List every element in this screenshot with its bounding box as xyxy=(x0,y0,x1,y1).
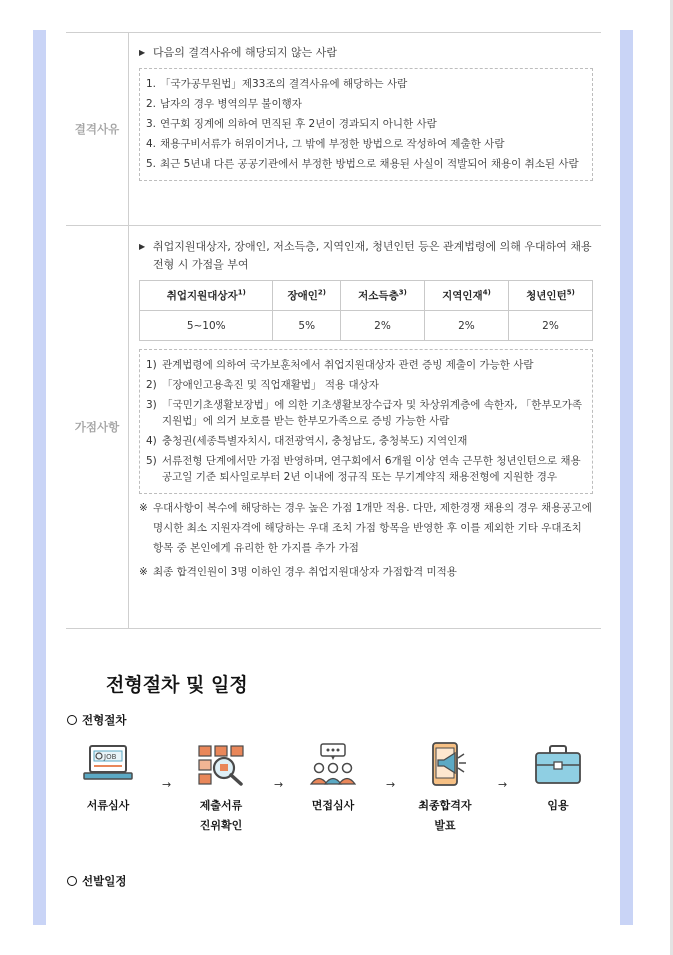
bonus-note: ※ 최종 합격인원이 3명 이하인 경우 취업지원대상자 가점합격 미적용 xyxy=(139,566,457,578)
footnote-item: 3) 「국민기초생활보장법」에 의한 기초생활보장수급자 및 차상위계층에 속한자, 「한부모가족지원법」에 의거 보호를 받는 한부모가족으로 증빙 가능한 사람 xyxy=(146,399,583,427)
disqualification-content xyxy=(129,33,601,225)
bonus-header-row xyxy=(140,281,593,311)
header-cell: 저소득층$^{3)}$ xyxy=(340,281,424,311)
step-arrow: → xyxy=(386,778,396,791)
document-search-icon xyxy=(195,742,247,786)
bonus-label: 가점사항 xyxy=(66,226,129,628)
list-item: 1. 「국가공무원법」제33조의 결격사유에 해당하는 사람 xyxy=(146,78,408,90)
procedure-heading: 전형절차 xyxy=(67,712,126,728)
step-arrow: → xyxy=(274,778,284,791)
value-cell: 2% xyxy=(340,311,424,341)
footnote-item: 2) 「장애인고용촉진 및 직업재활법」 적용 대상자 xyxy=(146,379,379,391)
step-label: 서류심사 xyxy=(86,799,130,812)
footnote-item: 5) 서류전형 단계에서만 가점 반영하며, 연구회에서 6개월 이상 연속 근무한 청년인턴으로 채용공고일 기준 퇴사일로부터 2년 이내에 정규직 또는 무기계약직 채용전형에 지원한 경우 xyxy=(146,455,581,483)
left-decorative-bar xyxy=(33,30,46,925)
bonus-rate-table xyxy=(139,280,593,341)
list-item: 3. 연구회 징계에 의하여 면직된 후 2년이 경과되지 아니한 사람 xyxy=(146,118,437,130)
value-cell: 5~10% xyxy=(140,311,273,341)
process-step xyxy=(63,742,153,816)
disqualification-row xyxy=(66,33,601,226)
process-step xyxy=(176,742,266,836)
triangle-bullet-icon: ▶ xyxy=(139,242,146,251)
value-cell: 2% xyxy=(508,311,592,341)
requirements-table xyxy=(66,32,601,629)
list-item: 4. 채용구비서류가 허위이거나, 그 밖에 부정한 방법으로 작성하여 제출한 사람 xyxy=(146,138,505,150)
circle-bullet-icon xyxy=(67,715,77,725)
list-item: 5. 최근 5년내 다른 공공기관에서 부정한 방법으로 채용된 사실이 적발되어 채용이 취소된 사람 xyxy=(146,158,579,170)
circle-bullet-icon xyxy=(67,876,77,886)
footnote-item: 1) 관계법령에 의하여 국가보훈처에서 취업지원대상자 관련 증빙 제출이 가능한 사람 xyxy=(146,359,534,371)
schedule-heading: 선발일정 xyxy=(67,873,126,889)
bonus-footnotes xyxy=(139,349,593,494)
step-label: 임용 xyxy=(547,799,569,812)
header-cell: 취업지원대상자$^{1)}$ xyxy=(140,281,273,311)
triangle-bullet-icon: ▶ xyxy=(139,48,146,57)
briefcase-icon xyxy=(532,742,584,786)
step-arrow: → xyxy=(162,778,172,791)
bonus-value-row xyxy=(140,311,593,341)
process-step xyxy=(288,742,378,816)
step-arrow: → xyxy=(498,778,508,791)
value-cell: 5% xyxy=(273,311,341,341)
step-label: 면접심사 xyxy=(311,799,355,812)
header-cell: 장애인$^{2)}$ xyxy=(273,281,341,311)
header-cell: 지역인재$^{4)}$ xyxy=(424,281,508,311)
process-step xyxy=(513,742,603,816)
value-cell: 2% xyxy=(424,311,508,341)
svg-text:JOB: JOB xyxy=(104,753,117,761)
bonus-note: ※ 우대사항이 복수에 해당하는 경우 높은 가점 1개만 적용. 다만, 제한경쟁 채용의 경우 채용공고에 명시한 최소 지원자격에 해당하는 우대 조치 가점 항목을 반영한 후 이를 제외한 기타 우대조치 항목 중 본인에게 유리한 한 가지를 추가 가점 xyxy=(139,502,592,554)
bonus-intro: ▶ 취업지원대상자, 장애인, 저소득층, 지역인재, 청년인턴 등은 관계법령에 의해 우대하여 채용전형 시 가점을 부여 xyxy=(139,240,592,271)
list-item: 2. 남자의 경우 병역의무 불이행자 xyxy=(146,98,302,110)
disqualification-list xyxy=(139,68,593,181)
footnote-item: 4) 충청권(세종특별자치시, 대전광역시, 충청남도, 충청북도) 지역인재 xyxy=(146,435,468,447)
interview-group-icon xyxy=(307,742,359,786)
step-label: 최종합격자 발표 xyxy=(418,799,472,832)
disqualification-intro: ▶ 다음의 결격사유에 해당되지 않는 사람 xyxy=(139,44,593,62)
step-label: 제출서류 진위확인 xyxy=(199,799,243,832)
header-cell: 청년인턴$^{5)}$ xyxy=(508,281,592,311)
right-decorative-bar xyxy=(620,30,633,925)
bonus-row xyxy=(66,226,601,629)
process-title: 전형절차 및 일정 xyxy=(106,674,248,696)
bonus-content xyxy=(129,226,601,628)
process-step xyxy=(400,742,490,836)
megaphone-phone-icon xyxy=(419,742,471,786)
laptop-job-icon xyxy=(82,742,134,786)
disqualification-label: 결격사유 xyxy=(66,33,129,225)
